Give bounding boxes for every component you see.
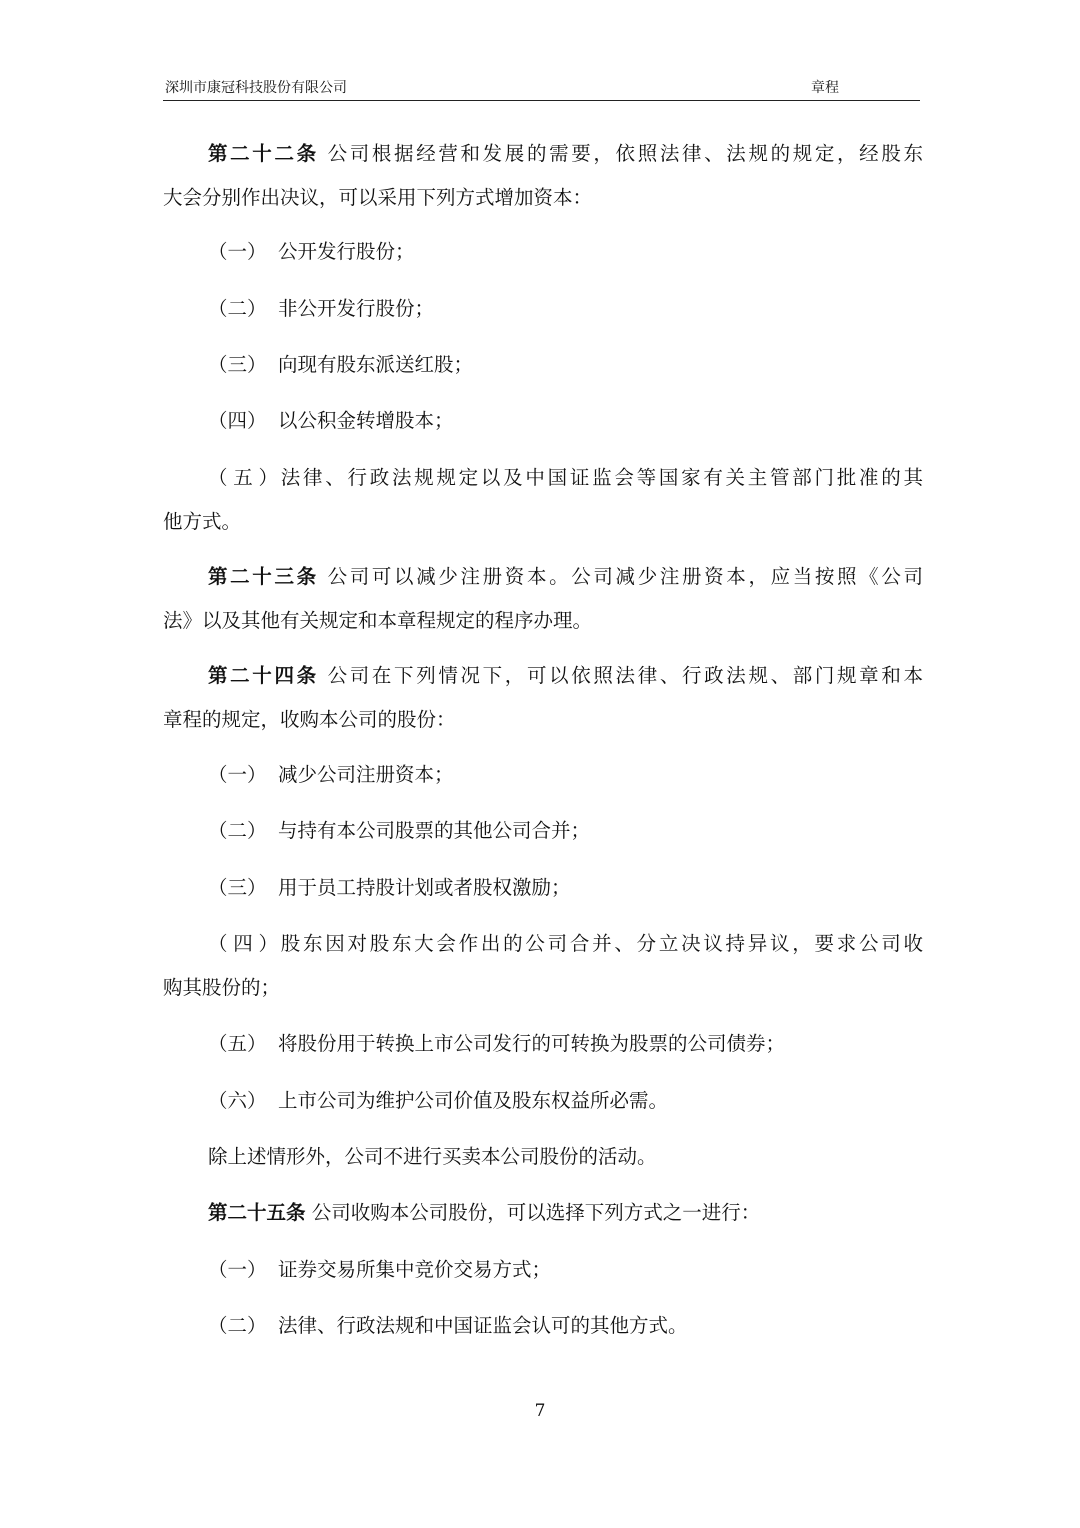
- article-25-text-1: 公司收购本公司股份，可以选择下列方式之一进行：: [311, 1201, 761, 1224]
- page-header: [163, 78, 920, 101]
- article-22-text-1: 公司根据经营和发展的需要，依照法律、法规的规定，经股东: [327, 142, 923, 165]
- item-text: 向现有股东派送红股；: [278, 353, 474, 376]
- item-number: （三）: [208, 353, 267, 376]
- article-23-line-1: [208, 563, 923, 591]
- article-25-item-1: [208, 1256, 923, 1284]
- item-text: 上市公司为维护公司价值及股东权益所必需。: [278, 1089, 669, 1112]
- item-number: （四）: [208, 932, 278, 955]
- header-company-name: 深圳市康冠科技股份有限公司: [165, 80, 347, 96]
- article-23-line-2: 法》以及其他有关规定和本章程规定的程序办理。: [163, 609, 593, 632]
- page-number: 7: [534, 1401, 546, 1421]
- article-22-item-5: [208, 464, 923, 492]
- article-24-item-6: [208, 1087, 923, 1115]
- item-text: 法律、行政法规规定以及中国证监会等国家有关主管部门批准的其: [278, 466, 923, 489]
- item-text: 与持有本公司股票的其他公司合并；: [278, 819, 591, 842]
- item-number: （一）: [208, 763, 267, 786]
- article-22-item-1: [208, 238, 923, 266]
- article-24-item-3: [208, 874, 923, 902]
- article-25-item-2: [208, 1312, 923, 1340]
- article-22-item-3: [208, 351, 923, 379]
- article-22-line-1: [208, 140, 923, 168]
- item-number: （六）: [208, 1089, 267, 1112]
- article-23-number: 第二十三条: [208, 565, 319, 588]
- article-22-item-4: [208, 407, 923, 435]
- item-text: 减少公司注册资本；: [278, 763, 454, 786]
- item-text: 公开发行股份；: [278, 240, 415, 263]
- item-text: 将股份用于转换上市公司发行的可转换为股票的公司债券；: [278, 1032, 786, 1055]
- article-22-number: 第二十二条: [208, 142, 319, 165]
- article-22-item-2: [208, 295, 923, 323]
- article-25-line-1: [208, 1199, 923, 1227]
- item-number: （一）: [208, 240, 267, 263]
- article-22-item-5-continuation: 他方式。: [163, 510, 242, 533]
- header-document-title: 章程: [811, 80, 839, 96]
- item-number: （一）: [208, 1258, 267, 1281]
- article-24-number: 第二十四条: [208, 664, 319, 687]
- article-24-item-4: [208, 930, 923, 958]
- item-number: （二）: [208, 297, 267, 320]
- article-24-line-1: [208, 662, 923, 690]
- item-text: 证券交易所集中竞价交易方式；: [278, 1258, 552, 1281]
- article-23-text-1: 公司可以减少注册资本。公司减少注册资本，应当按照《公司: [327, 565, 923, 588]
- article-24-line-2: 章程的规定，收购本公司的股份：: [163, 708, 456, 731]
- article-22-line-2: 大会分别作出决议，可以采用下列方式增加资本：: [163, 186, 593, 209]
- article-24-item-5: [208, 1030, 923, 1058]
- item-text: 用于员工持股计划或者股权激励；: [278, 876, 571, 899]
- article-24-closing: 除上述情形外，公司不进行买卖本公司股份的活动。: [208, 1145, 657, 1168]
- item-text: 非公开发行股份；: [278, 297, 435, 320]
- article-25-number: 第二十五条: [208, 1201, 306, 1224]
- item-number: （五）: [208, 1032, 267, 1055]
- article-24-item-1: [208, 761, 923, 789]
- article-24-text-1: 公司在下列情况下，可以依照法律、行政法规、部门规章和本: [327, 664, 923, 687]
- item-text: 以公积金转增股本；: [278, 409, 454, 432]
- item-number: （二）: [208, 1314, 267, 1337]
- item-number: （三）: [208, 876, 267, 899]
- item-number: （二）: [208, 819, 267, 842]
- article-24-item-4-continuation: 购其股份的；: [163, 976, 281, 999]
- item-number: （四）: [208, 409, 267, 432]
- article-24-item-2: [208, 817, 923, 845]
- item-text: 法律、行政法规和中国证监会认可的其他方式。: [278, 1314, 688, 1337]
- item-text: 股东因对股东大会作出的公司合并、分立决议持异议，要求公司收: [278, 932, 923, 955]
- item-number: （五）: [208, 466, 278, 489]
